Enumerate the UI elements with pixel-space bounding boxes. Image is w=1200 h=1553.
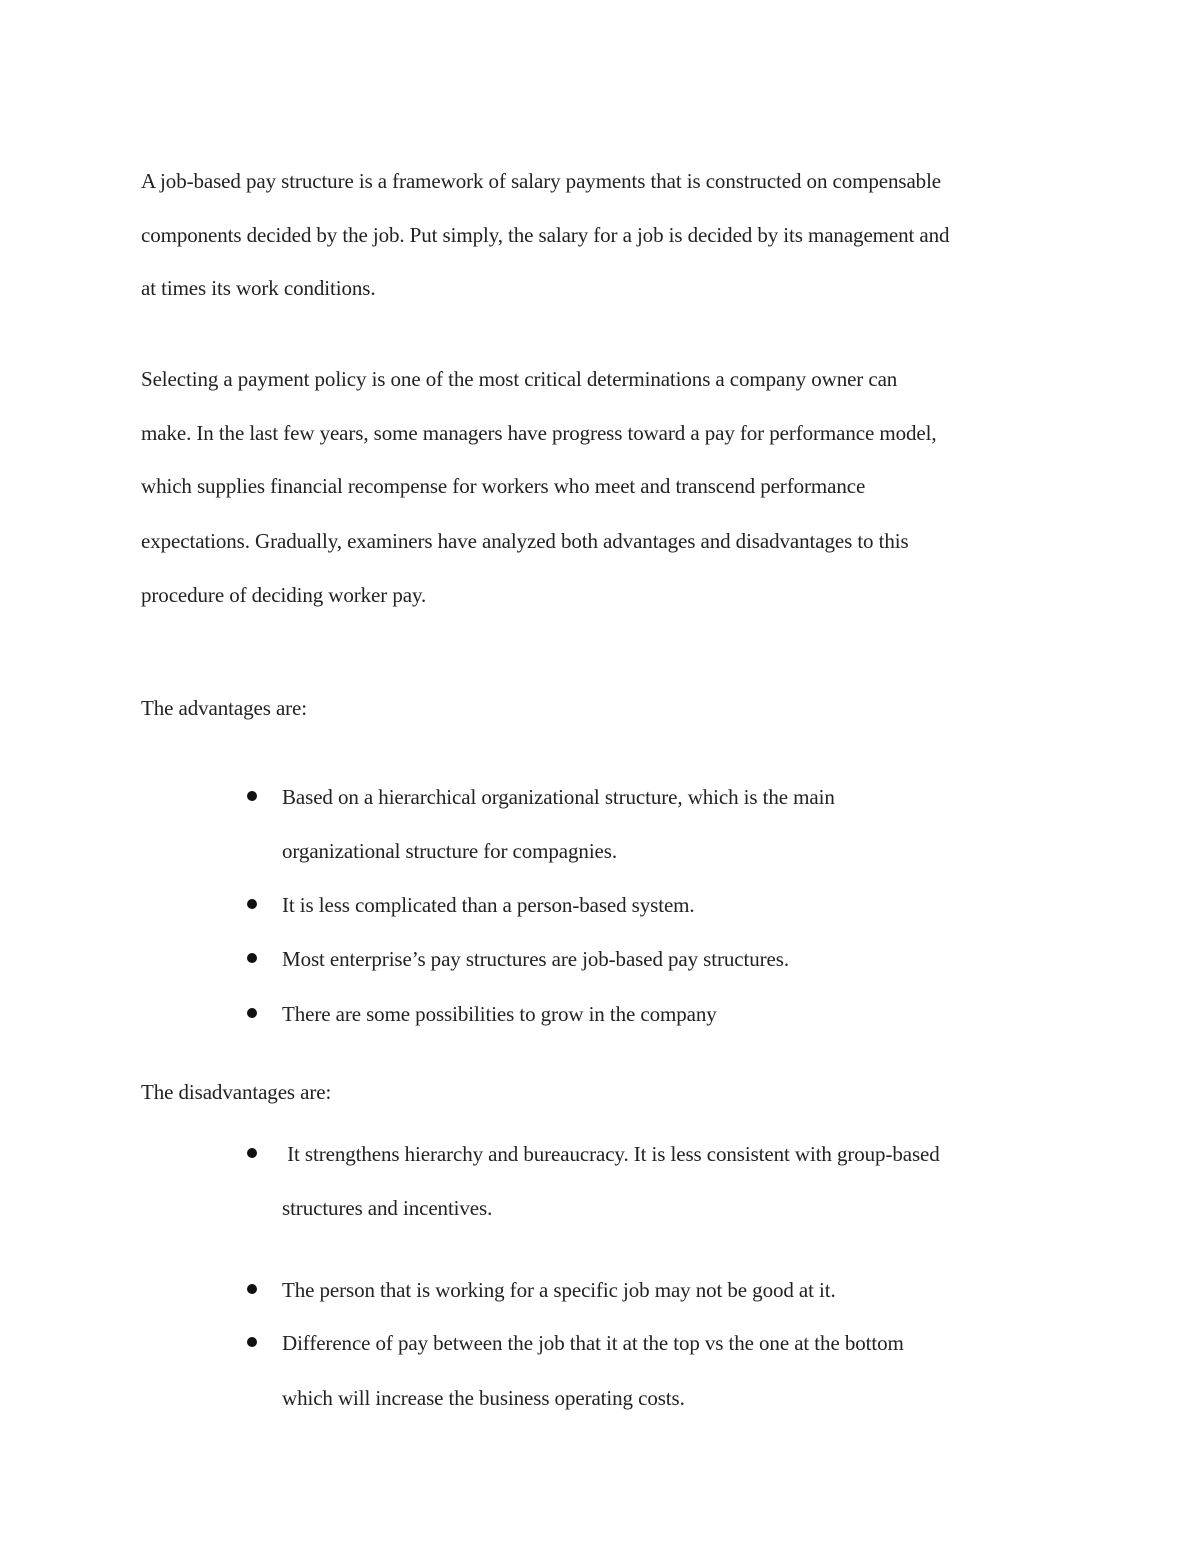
disadvantage-item-1-line-1: It strengthens hierarchy and bureaucracy. It is less consistent with group-based: [282, 1142, 940, 1166]
bullet-icon: [247, 1337, 257, 1347]
paragraph-1-line-1: A job-based pay structure is a framework of salary payments that is constructed on compensable: [141, 169, 942, 193]
paragraph-2-line-2: make. In the last few years, some managers have progress toward a pay for performance model,: [141, 421, 937, 445]
bullet-icon: [247, 1284, 257, 1294]
bullet-icon: [247, 953, 257, 963]
bullet-icon: [247, 791, 257, 801]
disadvantage-item-2: The person that is working for a specific job may not be good at it.: [282, 1278, 836, 1302]
paragraph-2-line-3: which supplies financial recompense for workers who meet and transcend performance: [141, 474, 866, 498]
advantage-item-1-line-2: organizational structure for compagnies.: [282, 839, 617, 863]
advantage-item-1-line-1: Based on a hierarchical organizational structure, which is the main: [282, 785, 835, 809]
disadvantage-item-3-line-2: which will increase the business operating costs.: [282, 1386, 685, 1410]
paragraph-2-line-5: procedure of deciding worker pay.: [141, 583, 427, 607]
bullet-icon: [247, 1008, 257, 1018]
paragraph-1-line-3: at times its work conditions.: [141, 276, 376, 300]
paragraph-1-line-2: components decided by the job. Put simply, the salary for a job is decided by its management and: [141, 223, 950, 247]
bullet-icon: [247, 1148, 257, 1158]
advantage-item-2: It is less complicated than a person-based system.: [282, 893, 695, 917]
disadvantage-item-3-line-1: Difference of pay between the job that it at the top vs the one at the bottom: [282, 1331, 904, 1355]
disadvantage-item-1-line-2: structures and incentives.: [282, 1196, 493, 1220]
paragraph-2-line-4: expectations. Gradually, examiners have analyzed both advantages and disadvantages to this: [141, 529, 909, 553]
advantage-item-3: Most enterprise’s pay structures are job-based pay structures.: [282, 947, 789, 971]
bullet-icon: [247, 899, 257, 909]
advantage-item-4: There are some possibilities to grow in the company: [282, 1002, 717, 1026]
paragraph-2-line-1: Selecting a payment policy is one of the most critical determinations a company owner can: [141, 367, 898, 391]
advantages-heading: The advantages are:: [141, 696, 308, 720]
disadvantages-heading: The disadvantages are:: [141, 1080, 332, 1104]
